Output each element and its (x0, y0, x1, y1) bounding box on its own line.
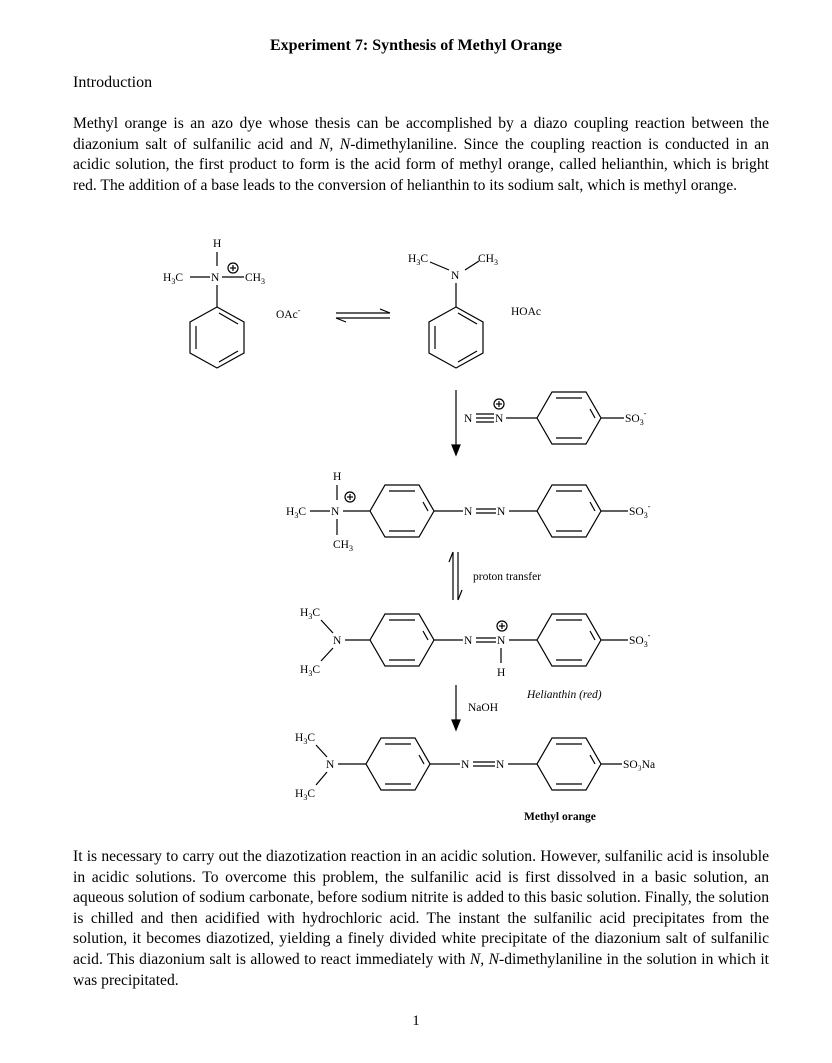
svg-text:H3C: $H_3C$ (408, 253, 428, 267)
svg-text:SO3-: $SO_3^-$ (629, 631, 651, 649)
svg-text:H3C: $H_3C$ (300, 664, 320, 678)
svg-text:CH3: $CH_3$ (245, 272, 265, 286)
reaction-arrow-1 (452, 390, 460, 455)
svg-text:SO3-: $SO_3^-$ (629, 502, 651, 520)
page-number: 1 (412, 1013, 420, 1029)
diazonium-salt-structure (464, 392, 647, 444)
helianthin-structure (300, 607, 651, 679)
svg-text:N: N (495, 413, 504, 425)
svg-text:N: N (326, 759, 335, 771)
svg-text:SO3-: $SO_3^-$ (625, 409, 647, 427)
svg-text:N: N (496, 759, 505, 771)
svg-text:N: N (211, 272, 220, 284)
svg-text:H3C: $H_3C$ (300, 607, 320, 621)
methyl-orange-label: Methyl orange (524, 811, 596, 823)
page-title: Experiment 7: Synthesis of Methyl Orange (270, 37, 562, 54)
proton-transfer-label: proton transfer (473, 571, 542, 583)
svg-text:SO₃Na: SO₃Na (623, 759, 656, 771)
dimethylaniline-structure (408, 253, 498, 368)
methyl-orange-structure (295, 732, 655, 802)
proton-transfer-arrow (449, 552, 462, 600)
hoac-label: HOAc (511, 306, 542, 318)
section-heading: Introduction (73, 74, 153, 91)
procedure-paragraph: It is necessary to carry out the diazotization reaction in an acidic solution. However, sulfanilic acid is insoluble in acidic solutions. To overcome this problem, the sulfanilic acid is first dissolved in a basic solution, an aqueous solution of sodium carbonate, before sodium nitrite is added to this basic solution. Finally, the solution is chilled and then acidified with hydrochloric acid. The instant the sulfanilic acid precipitates from the solution, it becomes diazotized, yielding a finely divided white precipitate of the diazonium salt of sulfanilic acid. This diazonium salt is allowed to react immediately with N, N-dimethylaniline in the solution in which it was precipitated. (73, 848, 769, 989)
svg-text:N: N (451, 270, 460, 282)
svg-text:H3C: $H_3C$ (295, 788, 315, 802)
intermediate-structure (286, 471, 651, 553)
acetate-label: OAc- (276, 306, 301, 321)
svg-text:N: N (464, 635, 473, 647)
svg-text:N: N (497, 506, 506, 518)
svg-text:N: N (333, 635, 342, 647)
anilinium-structure (163, 238, 265, 368)
svg-text:N: N (464, 506, 473, 518)
reaction-arrow-naoh (452, 685, 460, 730)
svg-text:H: H (333, 471, 342, 483)
equilibrium-arrow (336, 309, 390, 322)
svg-text:H: H (497, 667, 506, 679)
svg-text:N: N (497, 635, 506, 647)
helianthin-label: Helianthin (red) (527, 689, 602, 701)
svg-text:H3C: $H_3C$ (163, 272, 183, 286)
svg-text:H3C: $H_3C$ (286, 506, 306, 520)
svg-text:N: N (461, 759, 470, 771)
intro-paragraph: Methyl orange is an azo dye whose thesis can be accomplished by a diazo coupling reaction between the diazonium salt of sulfanilic acid and N, N-dimethylaniline. Since the coupling reaction is conducted in an acidic solution, the first product to form is the acid form of methyl orange, called helianthin, which is bright red. The addition of a base leads to the conversion of helianthin to its sodium salt, which is methyl orange. (73, 115, 769, 194)
naoh-label: NaOH (468, 702, 499, 714)
svg-text:N: N (464, 413, 473, 425)
svg-text:CH3: $CH_3$ (478, 253, 498, 267)
svg-text:CH3: $CH_3$ (333, 539, 353, 553)
svg-text:H3C: $H_3C$ (295, 732, 315, 746)
svg-text:H: H (213, 238, 222, 250)
svg-text:N: N (331, 506, 340, 518)
